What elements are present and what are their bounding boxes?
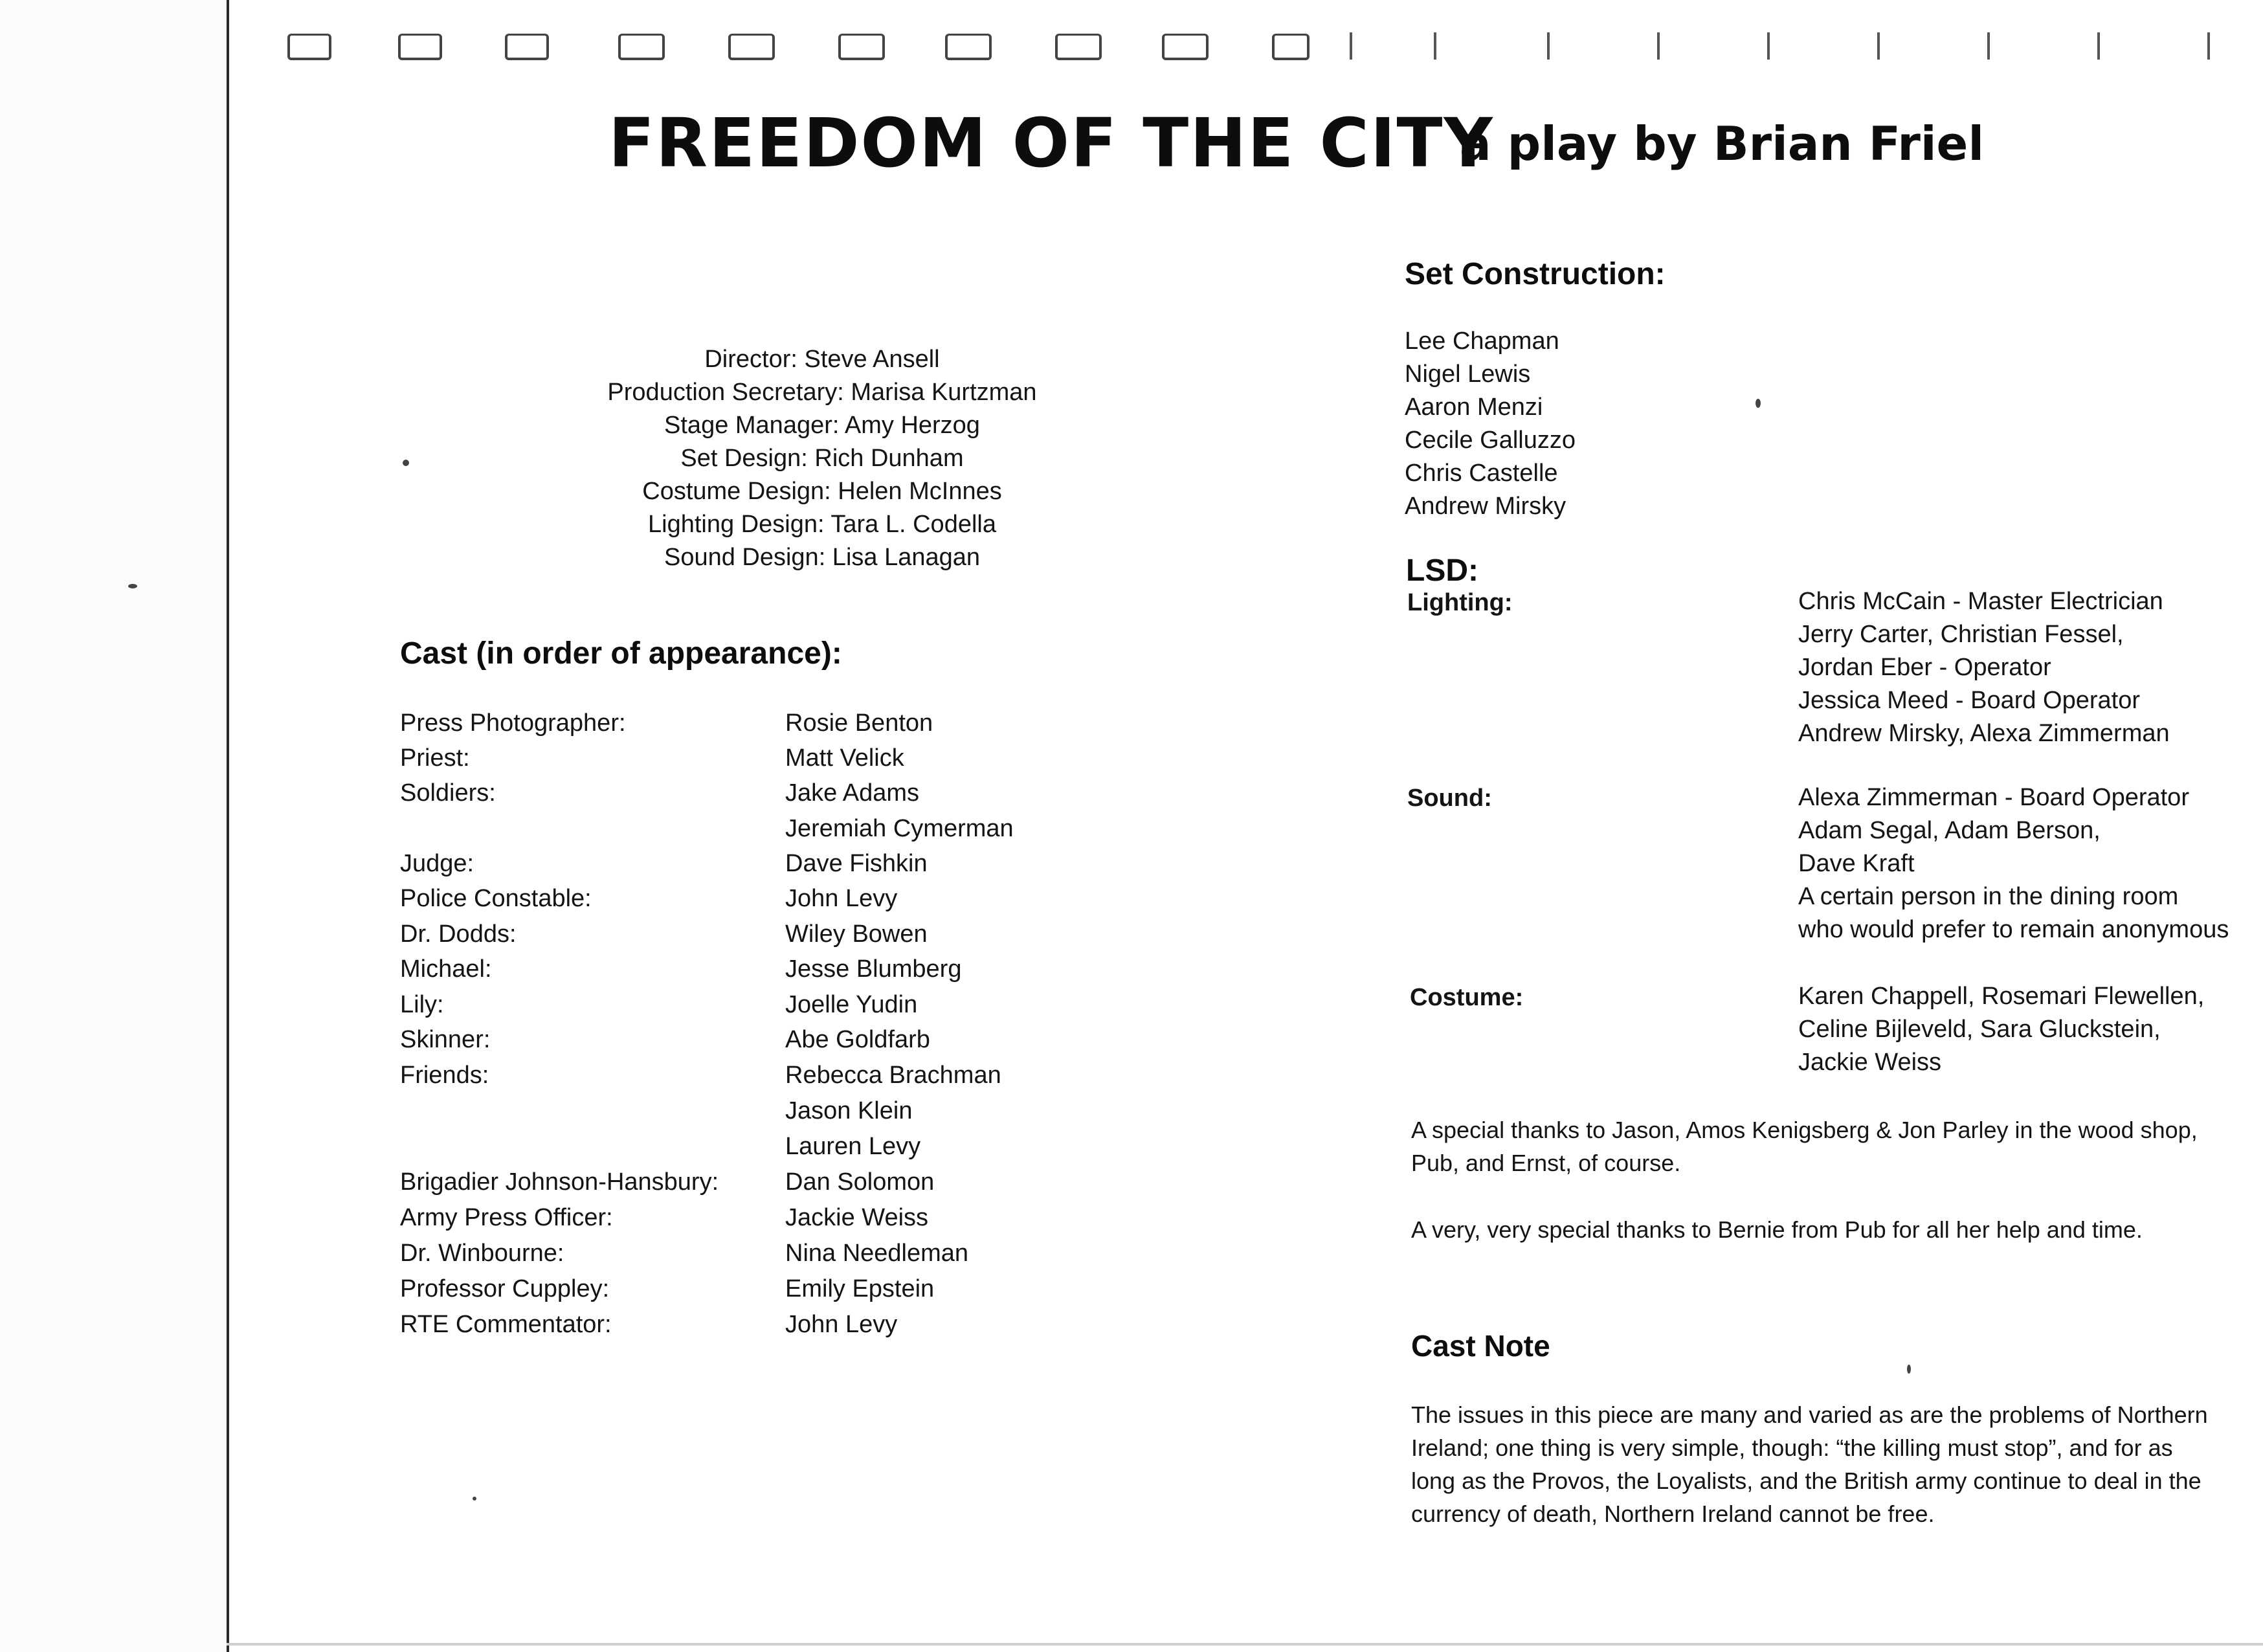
costume-crew [1798,980,2204,1079]
lighting-line: Jessica Meed - Board Operator [1798,687,2141,714]
cast-actor: Abe Goldfarb [785,1026,930,1053]
binding-hole [505,34,549,60]
cast-actor: Dave Fishkin [785,850,928,877]
cast-note-heading: Cast Note [1411,1329,1550,1363]
cast-role: Press Photographer: [400,709,626,737]
binding-tick [1434,32,1436,60]
cast-role: Soldiers: [400,779,496,807]
set-crew-name: Lee Chapman [1405,328,1559,355]
crew-director: Director: Steve Ansell [704,346,940,373]
set-crew-name: Chris Castelle [1405,460,1558,487]
lighting-line: Chris McCain - Master Electrician [1798,588,2163,615]
cast-actor: Emily Epstein [785,1275,935,1302]
cast-actor: John Levy [785,885,898,912]
lighting-label: Lighting: [1407,589,1513,616]
cast-role: Priest: [400,744,470,772]
binding-hole [728,34,775,60]
cast-actor: Jake Adams [785,779,919,807]
cast-actor: John Levy [785,1311,898,1338]
page-subtitle: a play by Brian Friel [1460,117,1985,171]
set-construction-list [1405,325,1576,523]
page-title: FREEDOM OF THE CITY [608,104,1494,183]
cast-actor: Lauren Levy [785,1133,921,1160]
cast-role: Michael: [400,955,492,983]
set-crew-name: Cecile Galluzzo [1405,427,1576,454]
scan-speck [1907,1365,1911,1374]
scan-speck [1756,399,1761,408]
binding-tick [1547,32,1550,60]
cast-note [1411,1398,2220,1530]
set-crew-name: Nigel Lewis [1405,361,1531,388]
cast-actor: Nina Needleman [785,1240,969,1267]
costume-label: Costume: [1410,984,1524,1011]
sound-line: Dave Kraft [1798,850,1915,877]
binding-tick [2097,32,2100,60]
cast-actor: Wiley Bowen [785,921,928,948]
binding-tick [1767,32,1770,60]
cast-actor: Jesse Blumberg [785,955,962,983]
crew-credits [511,343,1133,574]
cast-note-text: The issues in this piece are many and varied as are the problems of Northern Ireland; one thing is very simple, though: “the killing must stop”, and for as long as the Provos, the Loyalists, and the British army continue to deal in the currency of death, Northern Ireland cannot be free. [1411,1401,2208,1527]
sound-line: A certain person in the dining room [1798,883,2179,910]
binding-hole [1272,34,1310,60]
cast-actor: Jason Klein [785,1097,913,1124]
cast-actor: Dan Solomon [785,1168,935,1196]
binding-tick [1987,32,1990,60]
crew-sound-design: Sound Design: Lisa Lanagan [663,544,981,571]
binding-hole [945,34,992,60]
cast-role: Dr. Dodds: [400,921,517,948]
very-special-thanks-text: A very, very special thanks to Bernie from Pub for all her help and time. [1411,1216,2143,1243]
page-bottom-edge [227,1643,2263,1646]
set-crew-name: Aaron Menzi [1405,394,1543,421]
cast-role: Lily: [400,991,444,1018]
lighting-line: Jerry Carter, Christian Fessel, [1798,621,2124,648]
cast-heading: Cast (in order of appearance): [400,636,842,671]
binding-holes [285,26,2240,71]
cast-role: Judge: [400,850,474,877]
cast-role: Skinner: [400,1026,491,1053]
crew-set-design: Set Design: Rich Dunham [680,445,964,472]
lsd-heading: LSD: [1406,553,1478,588]
cast-actor: Rebecca Brachman [785,1062,1001,1089]
cast-role: Dr. Winbourne: [400,1240,564,1267]
special-thanks [1411,1113,2220,1179]
sound-line: Adam Segal, Adam Berson, [1798,817,2101,844]
lighting-line: Andrew Mirsky, Alexa Zimmerman [1798,720,2170,747]
page-edge [227,0,229,1652]
very-special-thanks [1411,1213,2220,1246]
binding-hole [287,34,331,60]
binding-tick [1657,32,1660,60]
binding-hole [398,34,442,60]
cast-actor: Rosie Benton [785,709,933,737]
cast-role: Police Constable: [400,885,592,912]
crew-lighting-design: Lighting Design: Tara L. Codella [648,511,996,538]
cast-actor: Joelle Yudin [785,991,918,1018]
binding-tick [1350,32,1352,60]
costume-line: Celine Bijleveld, Sara Gluckstein, [1798,1016,2161,1043]
binding-hole [618,34,665,60]
scan-speck [128,584,137,588]
special-thanks-text: A special thanks to Jason, Amos Kenigsberg & Jon Parley in the wood shop, Pub, and Ernst, of course. [1411,1117,2198,1176]
cast-role: Brigadier Johnson-Hansbury: [400,1168,719,1196]
scan-speck [473,1497,476,1501]
sound-line: who would prefer to remain anonymous [1798,916,2229,943]
costume-line: Karen Chappell, Rosemari Flewellen, [1798,983,2205,1010]
lighting-line: Jordan Eber - Operator [1798,654,2051,681]
sound-line: Alexa Zimmerman - Board Operator [1798,784,2189,811]
cast-role: Army Press Officer: [400,1204,613,1231]
cast-role: Professor Cuppley: [400,1275,610,1302]
cast-actor: Jeremiah Cymerman [785,815,1014,842]
lighting-crew [1798,585,2170,750]
cast-role: Friends: [400,1062,489,1089]
binding-tick [1877,32,1880,60]
scan-margin [0,0,227,1652]
set-crew-name: Andrew Mirsky [1405,493,1566,520]
costume-line: Jackie Weiss [1798,1049,1942,1076]
cast-actor: Matt Velick [785,744,904,772]
binding-tick [2207,32,2210,60]
cast-role: RTE Commentator: [400,1311,612,1338]
binding-hole [838,34,885,60]
scan-speck [403,460,409,466]
crew-costume-design: Costume Design: Helen McInnes [642,478,1002,505]
set-construction-heading: Set Construction: [1405,257,1666,291]
binding-hole [1162,34,1209,60]
binding-hole [1055,34,1102,60]
crew-production-secretary: Production Secretary: Marisa Kurtzman [607,379,1037,406]
crew-stage-manager: Stage Manager: Amy Herzog [664,412,980,439]
cast-actor: Jackie Weiss [785,1204,929,1231]
sound-label: Sound: [1407,785,1492,812]
sound-crew [1798,781,2229,946]
